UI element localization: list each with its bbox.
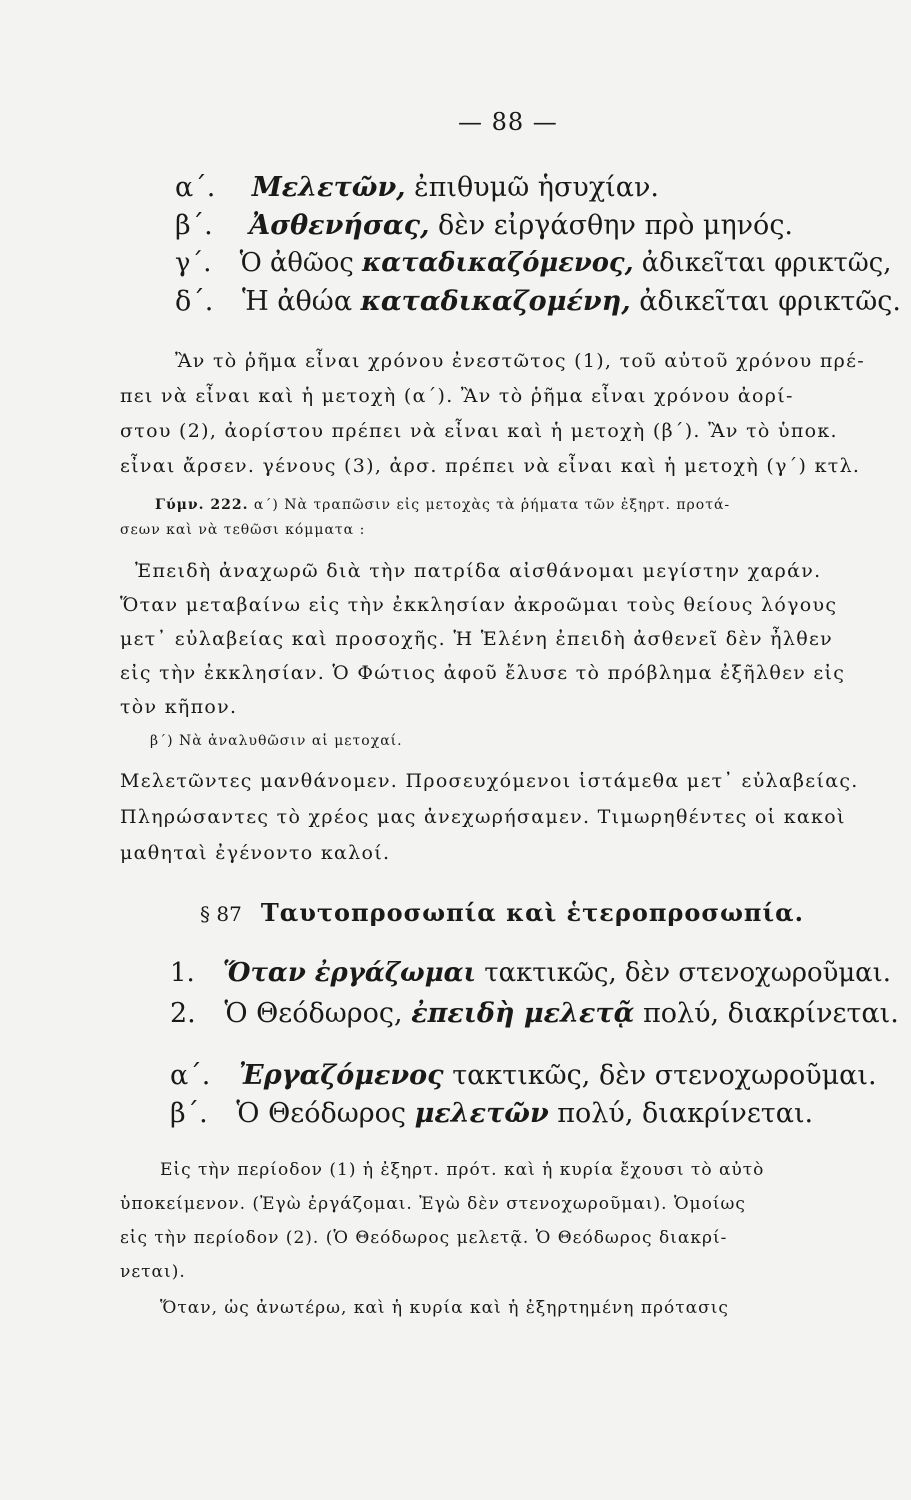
exercise-text: α΄) Νὰ τραπῶσιν εἰς μετοχὰς τὰ ῥήματα τῶν ἐξηρτ. προτά- <box>248 497 731 513</box>
example-number: β΄. <box>170 1098 208 1129</box>
paragraph-line: Μελετῶντες μανθάνομεν. Προσευχόμενοι ἱστάμεθα μετ᾽ εὐλαβείας. <box>120 770 859 792</box>
example-text: Ἡ ἀθώα <box>241 286 361 317</box>
example-number: 2. <box>170 998 196 1029</box>
paragraph-line: τὸν κῆπον. <box>120 696 238 718</box>
paragraph-line: Ἐπειδὴ ἀναχωρῶ διὰ τὴν πατρίδα αἰσθάνομαι μεγίστην χαράν. <box>135 560 822 582</box>
paragraph-line: στου (2), ἀορίστου πρέπει νὰ εἶναι καὶ ἡ μετοχὴ (β΄). Ἂν τὸ ὑποκ. <box>120 420 838 442</box>
example-line <box>175 248 891 278</box>
paragraph-line: Εἰς τὴν περίοδον (1) ἡ ἐξηρτ. πρότ. καὶ ἡ κυρία ἔχουσι τὸ αὐτὸ <box>160 1160 765 1180</box>
example-text: ἀδικεῖται φρικτῶς, <box>633 248 892 278</box>
page-number: — 88 — <box>458 108 558 136</box>
example-text: τακτικῶς, δὲν στενοχωροῦμαι. <box>443 1060 877 1091</box>
exercise-line: β΄) Νὰ ἀναλυθῶσιν αἱ μετοχαί. <box>150 733 403 749</box>
example-line <box>170 958 891 988</box>
example-bold: μελετῶν <box>414 1098 549 1129</box>
paragraph-line: εἰς τὴν περίοδον (2). (Ὁ Θεόδωρος μελετᾷ. Ὁ Θεόδωρος διακρί- <box>120 1228 728 1248</box>
exercise-line: σεων καὶ νὰ τεθῶσι κόμματα : <box>120 522 366 538</box>
paragraph-line: μαθηταὶ ἐγένοντο καλοί. <box>120 842 391 864</box>
example-text: Ὁ Θεόδωρος, <box>224 998 412 1029</box>
example-number: 1. <box>170 958 195 988</box>
example-number: δ΄. <box>175 286 214 317</box>
paragraph-line: νεται). <box>120 1262 186 1282</box>
example-number: γ΄. <box>175 248 212 278</box>
example-line <box>175 210 793 241</box>
example-text: δὲν εἰργάσθην πρὸ μηνός. <box>429 210 794 241</box>
example-bold: καταδικαζόμενος, <box>361 248 634 278</box>
paragraph-line: Πληρώσαντες τὸ χρέος μας ἀνεχωρήσαμεν. Τιμωρηθέντες οἱ κακοὶ <box>120 806 846 828</box>
example-text: Ὁ Θεόδωρος <box>236 1098 415 1129</box>
paragraph-line: ὑποκείμενον. (Ἐγὼ ἐργάζομαι. Ἐγὼ δὲν στενοχωροῦμαι). Ὁμοίως <box>120 1194 746 1214</box>
paragraph-line: εἰς τὴν ἐκκλησίαν. Ὁ Φώτιος ἀφοῦ ἔλυσε τὸ πρόβλημα ἐξῆλθεν εἰς <box>120 662 846 684</box>
example-bold: Ἀσθενήσας, <box>249 210 430 241</box>
paragraph-line: μετ᾽ εὐλαβείας καὶ προσοχῆς. Ἡ Ἑλένη ἐπειδὴ ἀσθενεῖ δὲν ἦλθεν <box>120 628 833 650</box>
example-line <box>170 1098 813 1129</box>
example-text: πολύ, διακρίνεται. <box>548 1098 814 1129</box>
example-text: ἐπιθυμῶ ἡσυχίαν. <box>405 172 659 203</box>
paragraph-line: Ὅταν, ὡς ἀνωτέρω, καὶ ἡ κυρία καὶ ἡ ἐξηρτημένη πρότασις <box>160 1298 729 1318</box>
example-line <box>170 1060 877 1091</box>
example-bold: καταδικαζομένη, <box>360 286 631 317</box>
paragraph-line: πει νὰ εἶναι καὶ ἡ μετοχὴ (α΄). Ἂν τὸ ῥῆμα εἶναι χρόνου ἀορί- <box>120 385 794 407</box>
example-bold: Ἐργαζόμενος <box>238 1060 444 1091</box>
paragraph-line: Ὅταν μεταβαίνω εἰς τὴν ἐκκλησίαν ἀκροῶμαι τοὺς θείους λόγους <box>120 594 838 616</box>
example-number: α΄. <box>170 1060 211 1091</box>
section-number: § 87 <box>200 902 242 926</box>
example-bold: Ὅταν ἐργάζωμαι <box>222 958 477 988</box>
example-bold: ἐπειδὴ μελετᾷ <box>411 998 635 1029</box>
example-number: β΄. <box>175 210 213 241</box>
example-text: Ὁ ἀθῶος <box>239 248 362 278</box>
exercise-label: Γύμν. 222. <box>155 497 249 513</box>
example-text: πολύ, διακρίνεται. <box>634 998 899 1029</box>
example-line <box>175 286 901 317</box>
section-heading <box>200 898 804 927</box>
exercise-line <box>155 497 730 513</box>
section-title: Ταυτοπροσωπία καὶ ἑτεροπροσωπία. <box>260 898 804 927</box>
example-text: ἀδικεῖται φρικτῶς. <box>630 286 901 317</box>
example-bold: Μελετῶν, <box>251 172 406 203</box>
example-number: α΄. <box>175 172 216 203</box>
example-text: τακτικῶς, δὲν στενοχωροῦμαι. <box>476 958 891 988</box>
paragraph-line: Ἂν τὸ ῥῆμα εἶναι χρόνου ἐνεστῶτος (1), τοῦ αὐτοῦ χρόνου πρέ- <box>175 350 865 372</box>
example-line <box>175 172 659 203</box>
paragraph-line: εἶναι ἄρσεν. γένους (3), ἀρσ. πρέπει νὰ εἶναι καὶ ἡ μετοχὴ (γ΄) κτλ. <box>120 455 861 477</box>
example-line <box>170 998 899 1029</box>
